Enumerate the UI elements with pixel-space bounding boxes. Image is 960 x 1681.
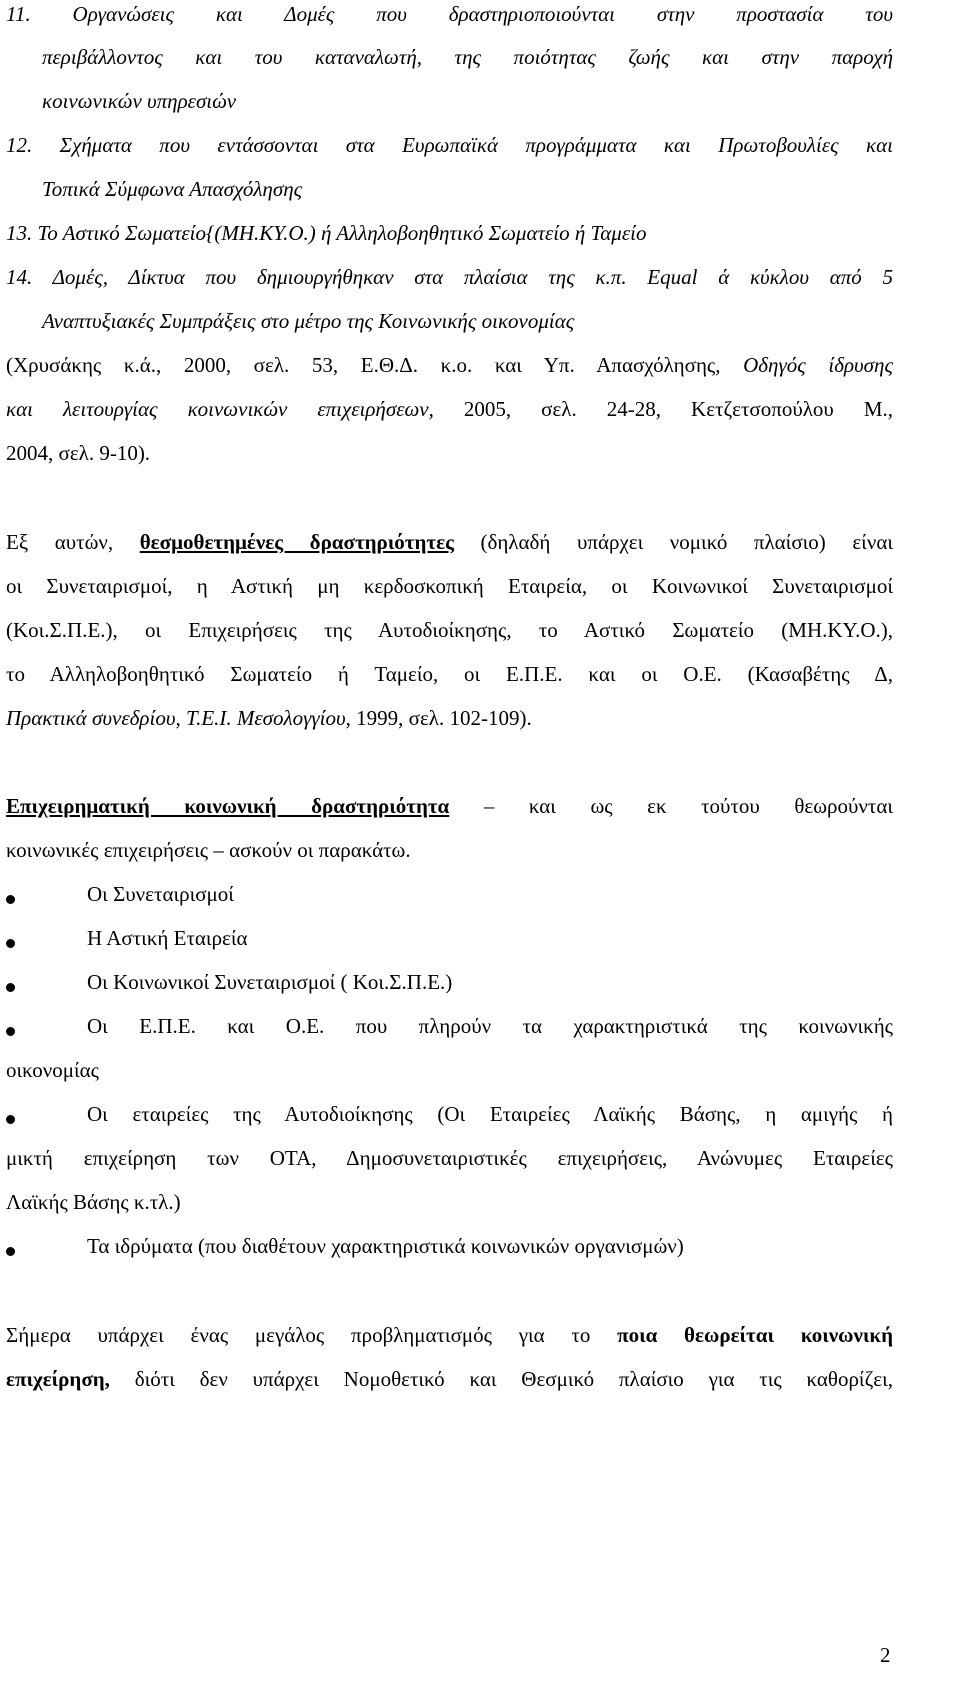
- bullet-item-1: Οι Συνεταιρισμοί: [87, 882, 234, 906]
- bullet-dot: [6, 1027, 15, 1036]
- list-item-11-line-1: 11. Οργανώσεις και Δομές που δραστηριοποιούνται στην προστασία του: [6, 2, 893, 26]
- citation-text: (Χρυσάκης κ.ά., 2000, σελ. 53, Ε.Θ.Δ. κ.ο. και Υπ. Απασχόλησης,: [6, 353, 744, 377]
- list-item-14-line-2: Αναπτυξιακές Συμπράξεις στο μέτρο της Κοινωνικής οικονομίας: [42, 309, 575, 333]
- list-item-11-line-3: κοινωνικών υπηρεσιών: [42, 89, 237, 113]
- para3-emphasis-cont: επιχείρηση,: [6, 1367, 110, 1391]
- para3-line-2: [6, 1364, 893, 1394]
- list-item-13: 13. Το Αστικό Σωματείο{(ΜΗ.ΚΥ.Ο.) ή Αλληλοβοηθητικό Σωματείο ή Ταμείο: [6, 221, 647, 245]
- para1-emphasis: θεσμοθετημένες δραστηριότητες: [139, 530, 454, 554]
- para3-text: Σήμερα υπάρχει ένας μεγάλος προβληματισμός για το: [6, 1323, 618, 1347]
- para3-text-cont: διότι δεν υπάρχει Νομοθετικό και Θεσμικό πλαίσιο για τις καθορίζει,: [109, 1367, 893, 1391]
- bullet-item-2: Η Αστική Εταιρεία: [87, 926, 248, 950]
- page-number: 2: [880, 1643, 891, 1667]
- para2-line-2: κοινωνικές επιχειρήσεις – ασκούν οι παρακάτω.: [6, 838, 411, 862]
- para3-emphasis: ποια θεωρείται κοινωνική: [617, 1323, 893, 1347]
- para1-line-5: [6, 703, 532, 733]
- citation-line-3: 2004, σελ. 9-10).: [6, 441, 151, 465]
- citation-title: Οδηγός ίδρυσης: [743, 353, 893, 377]
- citation-line-1: [6, 350, 893, 380]
- bullet-dot: [6, 1247, 15, 1256]
- bullet-item-5-line-3: Λαϊκής Βάσης κ.τλ.): [6, 1190, 181, 1214]
- bullet-item-5-line-1: Οι εταιρείες της Αυτοδιοίκησης (Οι Εταιρείες Λαϊκής Βάσης, η αμιγής ή: [87, 1102, 893, 1126]
- para3-line-1: [6, 1320, 893, 1350]
- para1-line-2: οι Συνεταιρισμοί, η Αστική μη κερδοσκοπική Εταιρεία, οι Κοινωνικοί Συνεταιρισμοί: [6, 574, 893, 598]
- para1-line-3: (Κοι.Σ.Π.Ε.), οι Επιχειρήσεις της Αυτοδιοίκησης, το Αστικό Σωματείο (ΜΗ.ΚΥ.Ο.),: [6, 618, 893, 642]
- para1-line-1: [6, 527, 893, 557]
- para1-text: Εξ αυτών,: [6, 530, 140, 554]
- bullet-item-5-line-2: μικτή επιχείρηση των ΟΤΑ, Δημοσυνεταιριστικές επιχειρήσεις, Ανώνυμες Εταιρείες: [6, 1146, 893, 1170]
- citation-text-cont: 2005, σελ. 24-28, Κετζετσοπούλου Μ.,: [433, 397, 893, 421]
- bullet-dot: [6, 895, 15, 904]
- list-item-12-line-2: Τοπικά Σύμφωνα Απασχόλησης: [42, 177, 303, 201]
- citation-title-cont: και λειτουργίας κοινωνικών επιχειρήσεων,: [6, 397, 434, 421]
- bullet-item-3: Οι Κοινωνικοί Συνεταιρισμοί ( Κοι.Σ.Π.Ε.): [87, 970, 453, 994]
- list-item-14-line-1: 14. Δομές, Δίκτυα που δημιουργήθηκαν στα πλαίσια της κ.π. Equal ά κύκλου από 5: [6, 265, 893, 289]
- bullet-item-4-line-2: οικονομίας: [6, 1058, 99, 1082]
- citation-line-2: [6, 394, 893, 424]
- para1-text-cont: (δηλαδή υπάρχει νομικό πλαίσιο) είναι: [453, 530, 893, 554]
- para1-source-info: 1999, σελ. 102-109).: [350, 706, 532, 730]
- para1-source-title: Πρακτικά συνεδρίου, Τ.Ε.Ι. Μεσολογγίου,: [6, 706, 351, 730]
- para1-line-4: το Αλληλοβοηθητικό Σωματείο ή Ταμείο, οι Ε.Π.Ε. και οι Ο.Ε. (Κασαβέτης Δ,: [6, 662, 893, 686]
- para2-text: – και ως εκ τούτου θεωρούνται: [449, 794, 893, 818]
- para2-emphasis: Επιχειρηματική κοινωνική δραστηριότητα: [6, 794, 450, 818]
- list-item-12-line-1: 12. Σχήματα που εντάσσονται στα Ευρωπαϊκά προγράμματα και Πρωτοβουλίες και: [6, 133, 893, 157]
- bullet-dot: [6, 983, 15, 992]
- bullet-item-6: Τα ιδρύματα (που διαθέτουν χαρακτηριστικά κοινωνικών οργανισμών): [87, 1234, 684, 1258]
- bullet-item-4-line-1: Οι Ε.Π.Ε. και Ο.Ε. που πληρούν τα χαρακτηριστικά της κοινωνικής: [87, 1014, 893, 1038]
- para2-line-1: [6, 791, 893, 821]
- list-item-11-line-2: περιβάλλοντος και του καταναλωτή, της ποιότητας ζωής και στην παροχή: [42, 45, 893, 69]
- bullet-dot: [6, 939, 15, 948]
- bullet-dot: [6, 1115, 15, 1124]
